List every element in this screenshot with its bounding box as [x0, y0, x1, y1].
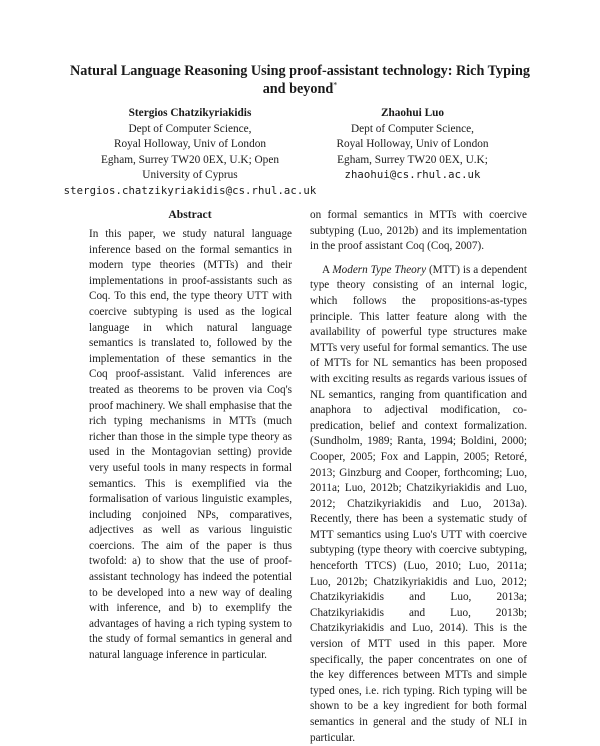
author-dept: Dept of Computer Science, [351, 122, 474, 135]
author-email[interactable]: stergios.chatzikyriakidis@cs.rhul.ac.uk [63, 184, 317, 197]
paragraph-text: (MTT) is a dependent type theory consisting of an internal logic, which follows the propositions-as-types principle. This latter feature along with the availability of powerful type structures make MTTs very useful for formal semantics. The use of MTTs for NL semantics has been proposed with exciting results as regards various issues of NL semantics, ranging from quantification and anaphora to adjectival modification, co-predication, belief and context formalization. (Sundholm, 1989; Ranta, 1994; Boldini, 2000; Cooper, 2005; Fox and Lappin, 2005; Retoré, 2013; Ginzburg and Cooper, forthcoming; Luo, 2011a; Luo, 2012b; Chatzikyriakidis and Luo, 2012; Chatzikyriakidis and Luo, 2013a). Recently, there has been a systematic study of MTT semantics using Luo's UTT with coercive subtyping (type theory with coercive subtyping, henceforth TTCS) (Luo, 2010; Luo, 2011a; Luo, 2012b; Chatzikyriakidis and Luo, 2012; Chatzikyriakidis and Luo, 2013a; Chatzikyriakidis and Luo, 2013b; Chatzikyriakidis and Luo, 2014). This is the version of MTT used in this paper. More specifically, the paper concentrates on one of the key differences between MTTs and simple typed ones, i.e. rich typing. Rich typing will be shown to be a key ingredient for both formal semantics in general and the study of NLI in particular. [310, 263, 528, 744]
abstract-column [89, 227, 292, 664]
author-block-2 [310, 106, 515, 184]
author-institution: Royal Holloway, Univ of London [113, 138, 267, 150]
author-address-line-2: University of Cyprus [142, 169, 238, 181]
author-email[interactable]: zhaohui@cs.rhul.ac.uk [344, 169, 481, 181]
body-paragraph-1: on formal semantics in MTTs with coercive subtyping (Luo, 2012b) and its implementation in the proof assistant Coq (Coq, 2007). [310, 209, 527, 253]
term-modern-type-theory: Modern Type Theory [332, 263, 427, 276]
abstract-text: In this paper, we study natural language inference based on the formal semantics in modern type theories (MTTs) and their implementations in proof-assistants such as Coq. To this end, the type theory UTT with coercive subtyping is used as the logical language in which natural language semantics is translated to, followed by the implementation of these semantics in the Coq proof-assistant. Valid inferences are treated as theorems to be proven via Coq's proof machinery. We shall emphasise that the rich typing mechanisms in MTTs (much richer than those in the simple type theory as used in the Montagovian setting) provide very useful tools in many respects in formal semantics. This is exemplified via the formalisation of various linguistic examples, including conjoined NPs, comparatives, adjectives as well as various linguistic coercions. The aim of the paper is thus twofold: a) to show that the use of proof-assistant technology has indeed the potential to be developed into a new way of dealing with inference, and b) to exemplify the advantages of having a rich typing system to the study of formal semantics in general and natural language inference in particular. [89, 228, 292, 662]
paragraph-prefix: A [322, 263, 333, 276]
author-dept: Dept of Computer Science, [128, 122, 252, 135]
paper-title [60, 62, 540, 98]
author-address: Egham, Surrey TW20 0EX, U.K; [337, 153, 488, 166]
author-name: Stergios Chatzikyriakidis [128, 107, 252, 119]
title-footnote-mark: * [333, 80, 338, 90]
abstract-heading: Abstract [168, 208, 212, 221]
body-paragraph-2 [310, 263, 527, 746]
paper-title-text: Natural Language Reasoning Using proof-assistant technology: Rich Typing and beyond [70, 63, 530, 97]
author-name: Zhaohui Luo [380, 107, 445, 119]
author-address: Egham, Surrey TW20 0EX, U.K; Open [101, 153, 279, 166]
author-institution: Royal Holloway, Univ of London [336, 138, 489, 150]
body-column-right [310, 208, 527, 746]
author-block-1 [20, 106, 360, 199]
